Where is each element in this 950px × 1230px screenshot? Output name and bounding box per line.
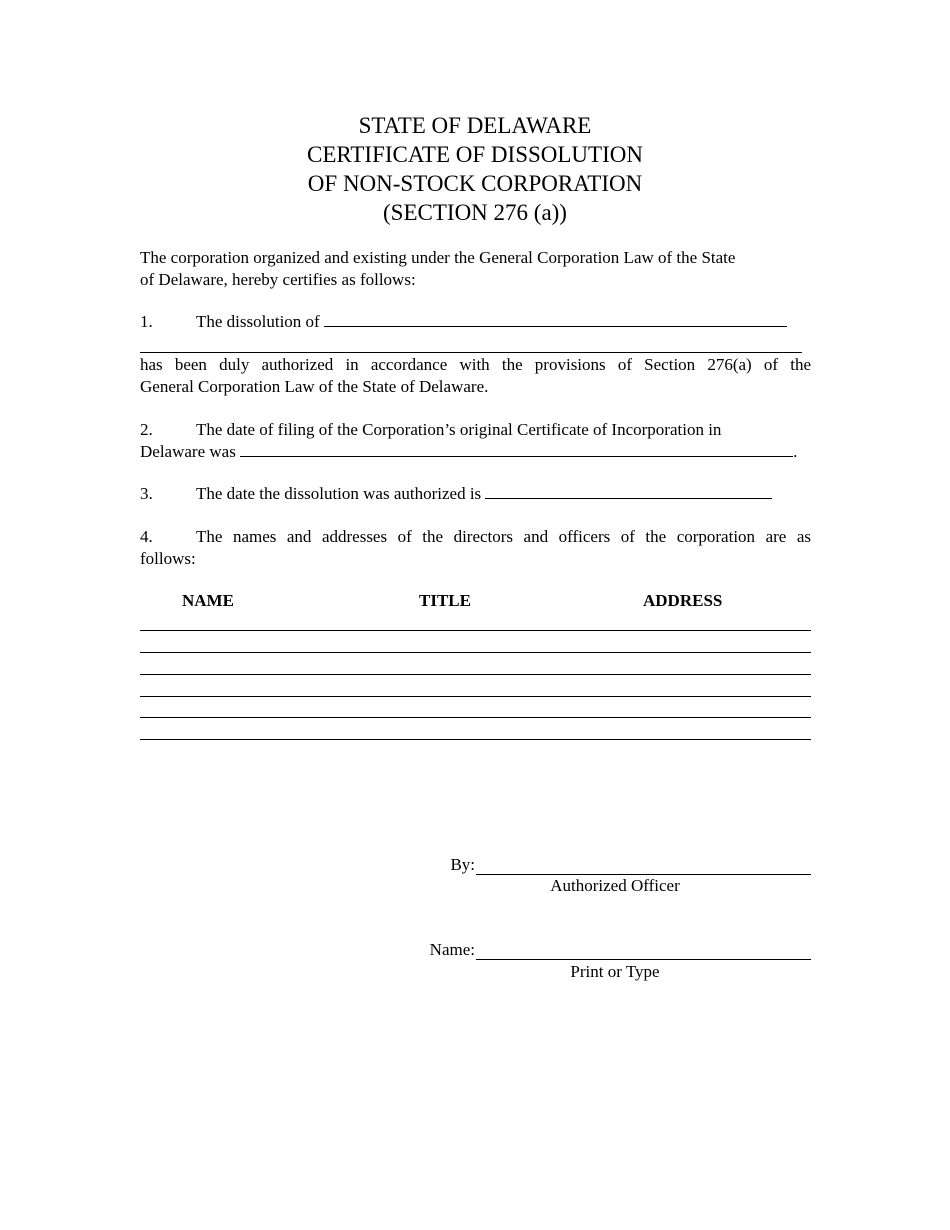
item-3-label: The date the dissolution was authorized is [196,484,482,503]
item-3 [140,483,811,505]
by-label: By: [450,855,475,874]
director-entry-line[interactable] [140,652,811,653]
item-2-line-2-label: Delaware was [140,441,236,461]
item-1-continuation-line-1: has been duly authorized in accordance with the provisions of Section 276(a) of the [140,355,811,374]
item-1-label: The dissolution of [196,312,320,331]
item-2-number: 2. [140,420,153,439]
name-label: Name: [429,940,475,959]
column-header-title: TITLE [419,591,471,610]
title-line-4: (SECTION 276 (a)) [383,200,567,225]
authorized-officer-caption: Authorized Officer [550,876,680,895]
intro-line-1: The corporation organized and existing under the General Corporation Law of the State [140,248,736,267]
item-2 [140,419,811,462]
incorporation-date-field[interactable] [240,441,793,457]
item-2-period: . [793,441,798,461]
item-4-line-2: follows: [140,548,196,568]
document-title [0,111,950,227]
item-1-continuation [140,354,811,397]
title-line-3: OF NON-STOCK CORPORATION [307,171,643,196]
director-entry-line[interactable] [140,739,811,740]
director-entry-line[interactable] [140,717,811,718]
item-4 [140,526,811,569]
item-3-number: 3. [140,484,153,503]
corporation-name-field[interactable] [324,311,787,327]
director-entry-line[interactable] [140,674,811,675]
corporation-name-field-continued[interactable] [140,352,802,353]
title-line-2: CERTIFICATE OF DISSOLUTION [307,142,643,167]
director-entry-line[interactable] [140,630,811,631]
item-1 [140,311,811,333]
intro-paragraph [140,247,811,290]
item-2-line-1: The date of filing of the Corporation’s original Certificate of Incorporation in [196,420,722,439]
item-4-line-1: The names and addresses of the directors and officers of the corporation are as [196,527,811,546]
item-1-number: 1. [140,312,153,331]
title-line-1: STATE OF DELAWARE [358,113,592,138]
dissolution-authorized-date-field[interactable] [485,483,772,499]
print-or-type-caption: Print or Type [570,962,660,981]
printed-name-field[interactable] [476,959,811,960]
item-4-number: 4. [140,527,153,546]
column-header-name: NAME [182,591,234,610]
column-header-address: ADDRESS [643,591,723,610]
intro-line-2: of Delaware, hereby certifies as follows: [140,269,416,289]
item-1-continuation-line-2: General Corporation Law of the State of Delaware. [140,376,489,396]
signature-field[interactable] [476,874,811,875]
director-entry-line[interactable] [140,696,811,697]
